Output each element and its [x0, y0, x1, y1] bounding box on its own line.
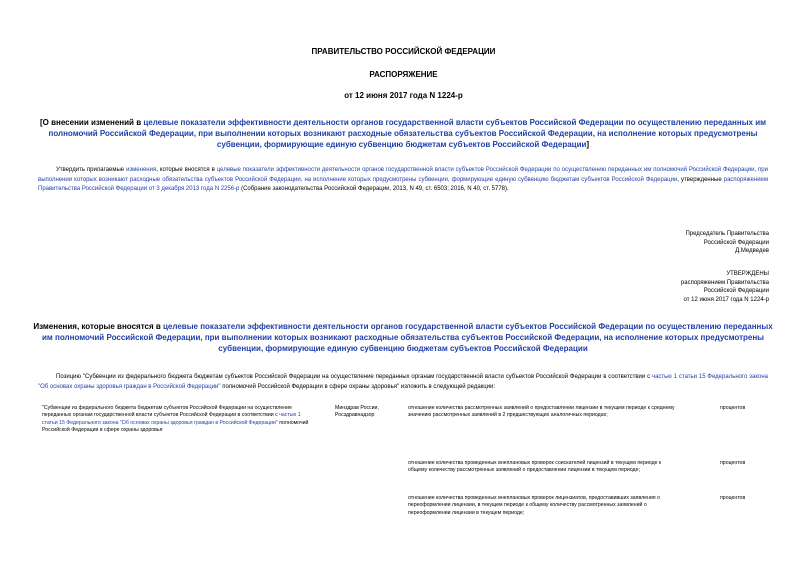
- table-row-1-unit: процентов: [720, 405, 746, 411]
- changes-title-prefix: Изменения, которые вносятся в: [33, 322, 163, 331]
- signature-name: Д.Медведев: [735, 248, 769, 255]
- position-paragraph: [38, 373, 768, 392]
- approve-mid1: , которые вносятся в: [156, 167, 217, 173]
- table-authority-cell: Минздрав России, Росздравнадзор: [335, 405, 379, 419]
- approved-country: Российской Федерации: [703, 288, 769, 295]
- approve-paragraph: [38, 166, 768, 195]
- signature-position: Председатель Правительства: [685, 231, 769, 237]
- table-row-2-unit: процентов: [720, 460, 746, 466]
- approved-label: УТВЕРЖДЕНЫ: [726, 271, 769, 277]
- government-heading: ПРАВИТЕЛЬСТВО РОССИЙСКОЙ ФЕДЕРАЦИИ: [311, 47, 496, 56]
- document-title: [30, 117, 776, 150]
- changes-title: [30, 321, 776, 354]
- document-type: РАСПОРЯЖЕНИЕ: [369, 70, 438, 79]
- approved-by: распоряжением Правительства: [680, 279, 769, 286]
- table-row-3-indicator: отношение количества проведенных внеплановых проверок лицензиатов, предоставивших заявления о переоформлении лицензии, в текущем периоде к общему количеству рассмотренных заявлений о переоформлении лицензии в текущем периоде;: [408, 495, 660, 516]
- position-lead: Позицию "Субвенции из федерального бюджета бюджетам субъектов Российской Федерации на осуществление переданных органам государственной власти субъектов Российской Федерации в соответствии с: [56, 374, 652, 380]
- approved-date: от 12 июня 2017 года N 1224-р: [683, 296, 769, 303]
- table-row-3-unit: процентов: [720, 495, 746, 501]
- table-subvention-cell: [42, 405, 310, 435]
- order-2256-link[interactable]: распоряжением Правительства Российской Федерации от 3 декабря 2013 года N 2256-р: [38, 176, 769, 192]
- changes-link[interactable]: изменения: [126, 167, 157, 173]
- subvention-lead: "Субвенции из федерального бюджета бюджетам субъектов Российской Федерации на осуществление переданных органам государственной власти субъектов Российской Федерации в соответствии с: [42, 405, 292, 419]
- subvention-tail: полномочий Российской Федерации в сфере охраны здоровья: [42, 419, 309, 434]
- table-row-2-indicator: отношение количества проведенных внеплановых проверок соискателей лицензий в текущем периоде к общему количеству рассмотренных заявлений о предоставлении лицензии в текущем периоде;: [408, 460, 662, 474]
- table-law-article-link[interactable]: частью 1 статьи 15 Федерального закона "Об основах охраны здоровья граждан в Российской Федерации": [42, 412, 301, 426]
- table-row-1-indicator: отношение количества рассмотренных заявлений о предоставлении лицензии в текущем периоде к среднему значению рассмотренных заявлений в 2 предшествующих аналогичных периодах;: [408, 405, 675, 419]
- signature-country: Российской Федерации: [703, 239, 769, 246]
- indicators-link[interactable]: целевые показатели эффективности деятельности органов государственной власти субъектов Российской Федерации по осуществлению переданных им полномочий Российской Федерации, при выполнении которых возникают расходные обязательства субъектов Российской Федерации, на исполнение которых предусмотрены субвенции, формирующие единую субвенцию бюджетам субъектов Российской Федерации: [38, 167, 768, 183]
- law-article-link[interactable]: частью 1 статьи 15 Федерального закона "Об основах охраны здоровья граждан в Российской Федерации": [38, 374, 769, 390]
- signature-block: [685, 230, 769, 256]
- title-open-bracket: [: [39, 118, 43, 127]
- approved-block: [681, 270, 769, 304]
- title-close-bracket: ]: [586, 140, 590, 149]
- title-prefix: О внесении изменений в: [42, 118, 144, 127]
- document-date-number: от 12 июня 2017 года N 1224-р: [344, 91, 463, 100]
- title-indicators-link[interactable]: целевые показатели эффективности деятельности органов государственной власти субъектов Российской Федерации по осуществлению переданных им полномочий Российской Федерации, при выполнении которых возникают расходные обязательства субъектов Российской Федерации, на исполнение которых предусмотрены субвенции, формирующие единую субвенцию бюджетам субъектов Российской Федерации: [48, 118, 767, 149]
- position-tail: полномочий Российской Федерации в сфере охраны здоровья" изложить в следующей редакции:: [220, 383, 496, 390]
- approve-lead: Утвердить прилагаемые: [56, 167, 127, 173]
- changes-title-indicators-link[interactable]: целевые показатели эффективности деятельности органов государственной власти субъектов Российской Федерации по осуществлению переданных им полномочий Российской Федерации, при выполнении которых возникают расходные обязательства субъектов Российской Федерации, на исполнение которых предусмотрены субвенции, формирующие единую субвенцию бюджетам субъектов Российской Федерации: [41, 322, 773, 353]
- approve-tail: (Собрание законодательства Российской Федерации, 2013, N 49, ст. 6503; 2016, N 40, ст. 5778).: [239, 186, 509, 192]
- approve-mid2: , утвержденные: [677, 176, 724, 183]
